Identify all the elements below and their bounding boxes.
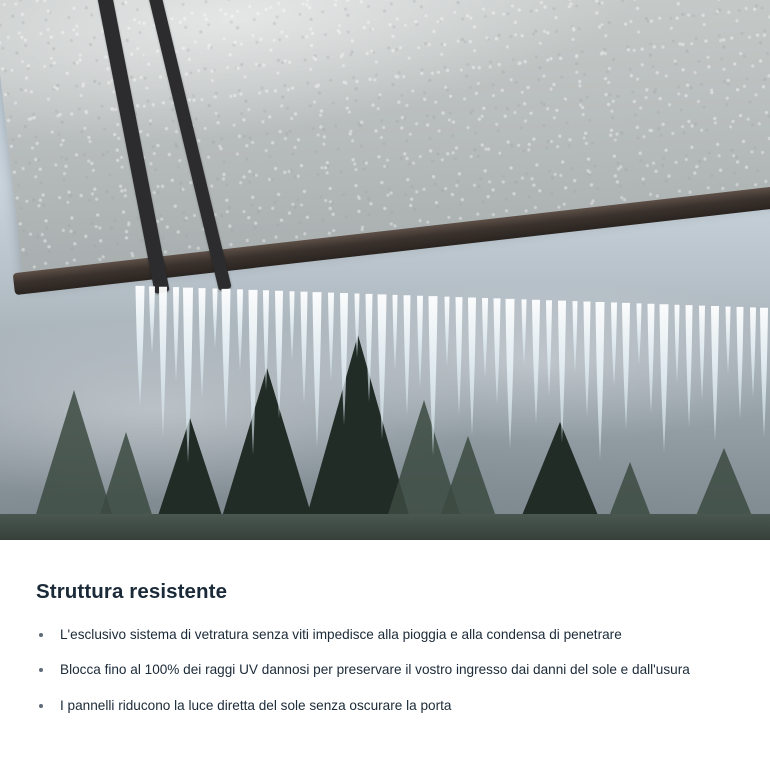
page-title: Struttura resistente — [36, 580, 228, 603]
list-item — [36, 626, 734, 644]
bullet-icon — [39, 668, 43, 672]
bullet-icon — [39, 633, 43, 637]
list-item-label: Blocca fino al 100% dei raggi UV dannosi per preservare il vostro ingresso dai danni del sole e dall'usura — [60, 662, 690, 678]
list-item-label: I pannelli riducono la luce diretta del sole senza oscurare la porta — [60, 697, 452, 713]
tree-line — [0, 280, 770, 540]
list-item — [36, 661, 734, 679]
feature-list — [36, 626, 734, 715]
text-panel — [0, 540, 770, 770]
ground-strip — [0, 514, 770, 540]
list-item — [36, 697, 734, 715]
bullet-icon — [39, 704, 43, 708]
list-item-label: L'esclusivo sistema di vetratura senza viti impedisce alla pioggia e alla condensa di penetrare — [60, 627, 622, 642]
